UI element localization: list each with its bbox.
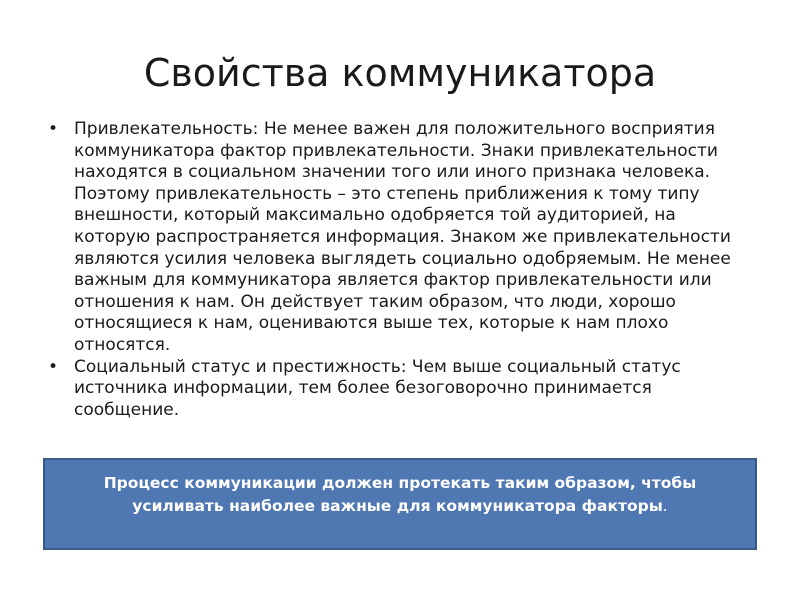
callout-text: Процесс коммуникации должен протекать таким образом, чтобы усиливать наиболее важные для коммуникатора факторы [103,474,697,515]
bullet-text: Привлекательность: Не менее важен для положительного восприятия коммуникатора фактор привлекательности. Знаки привлекательности находятся в социальном значении того или иного признака человека. Поэтому привлекательность – это степень приближения к тому типу внешности, который максимально одобряется той аудиторией, на которую распространяется информация. Знаком же привлекательности являются усилия человека выглядеть социально одобряемым. Не менее важным для коммуникатора является фактор привлекательности или отношения к нам. Он действует таким образом, что люди, хорошо относящиеся к нам, оцениваются выше тех, которые к нам плохо относятся. [74,119,731,355]
bullet-item-social-status [48,357,753,422]
bullet-list [48,119,753,421]
bullet-dot-icon: • [48,356,59,377]
bullet-item-attractiveness [48,119,753,357]
bullet-dot-icon: • [48,119,59,139]
callout-box [43,458,757,550]
slide-title: Свойства коммуникатора [143,51,657,95]
callout-text-tail: . [662,497,668,515]
bullet-text: Социальный статус и престижность: Чем выше социальный статус источника информации, тем более безоговорочно принимается сообщение. [74,356,681,420]
